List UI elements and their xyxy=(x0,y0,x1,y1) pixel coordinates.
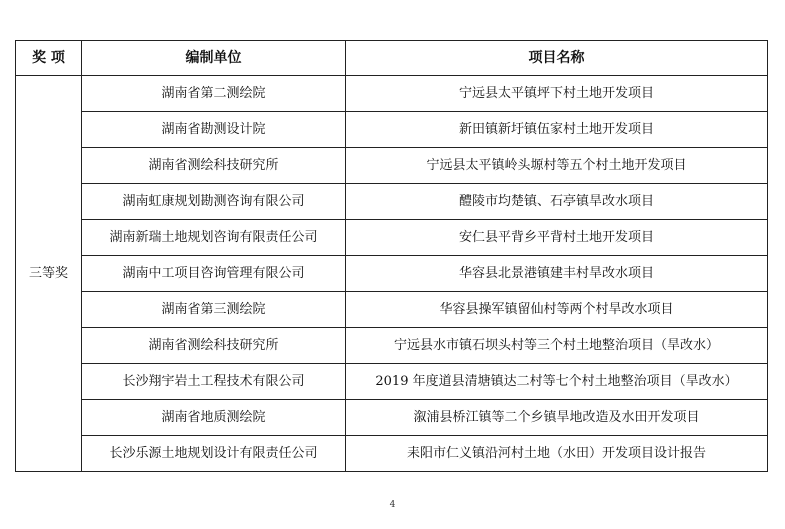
project-cell: 耒阳市仁义镇沿河村土地（水田）开发项目设计报告 xyxy=(346,436,768,472)
unit-cell: 湖南省勘测设计院 xyxy=(82,112,346,148)
table-row xyxy=(16,436,768,472)
table-row xyxy=(16,292,768,328)
page-number: 4 xyxy=(389,500,396,510)
table-header-row xyxy=(16,41,768,76)
unit-cell: 湖南虹康规划勘测咨询有限公司 xyxy=(82,184,346,220)
header-unit: 编制单位 xyxy=(82,41,346,76)
unit-cell: 湖南省地质测绘院 xyxy=(82,400,346,436)
project-cell: 宁远县水市镇石坝头村等三个村土地整治项目（旱改水） xyxy=(346,328,768,364)
table-row xyxy=(16,184,768,220)
table-row xyxy=(16,220,768,256)
project-cell: 华容县北景港镇建丰村旱改水项目 xyxy=(346,256,768,292)
award-table xyxy=(15,40,768,472)
unit-cell: 湖南省第二测绘院 xyxy=(82,76,346,112)
award-level-cell: 三等奖 xyxy=(16,76,82,472)
unit-cell: 湖南新瑞土地规划咨询有限责任公司 xyxy=(82,220,346,256)
table-row xyxy=(16,256,768,292)
header-award: 奖 项 xyxy=(16,41,82,76)
table-row xyxy=(16,328,768,364)
table-row xyxy=(16,364,768,400)
table-row xyxy=(16,76,768,112)
unit-cell: 湖南省第三测绘院 xyxy=(82,292,346,328)
header-project: 项目名称 xyxy=(346,41,768,76)
project-cell: 宁远县太平镇坪下村土地开发项目 xyxy=(346,76,768,112)
table-row xyxy=(16,112,768,148)
project-cell: 宁远县太平镇岭头塬村等五个村土地开发项目 xyxy=(346,148,768,184)
unit-cell: 湖南省测绘科技研究所 xyxy=(82,148,346,184)
unit-cell: 湖南省测绘科技研究所 xyxy=(82,328,346,364)
project-cell: 华容县操军镇留仙村等两个村旱改水项目 xyxy=(346,292,768,328)
project-cell: 醴陵市均楚镇、石亭镇旱改水项目 xyxy=(346,184,768,220)
unit-cell: 长沙翔宇岩土工程技术有限公司 xyxy=(82,364,346,400)
project-cell: 2019 年度道县清塘镇达二村等七个村土地整治项目（旱改水） xyxy=(346,364,768,400)
unit-cell: 长沙乐源土地规划设计有限责任公司 xyxy=(82,436,346,472)
project-cell: 溆浦县桥江镇等二个乡镇旱地改造及水田开发项目 xyxy=(346,400,768,436)
unit-cell: 湖南中工项目咨询管理有限公司 xyxy=(82,256,346,292)
project-cell: 新田镇新圩镇伍家村土地开发项目 xyxy=(346,112,768,148)
table-row xyxy=(16,148,768,184)
project-cell: 安仁县平背乡平背村土地开发项目 xyxy=(346,220,768,256)
table-row xyxy=(16,400,768,436)
